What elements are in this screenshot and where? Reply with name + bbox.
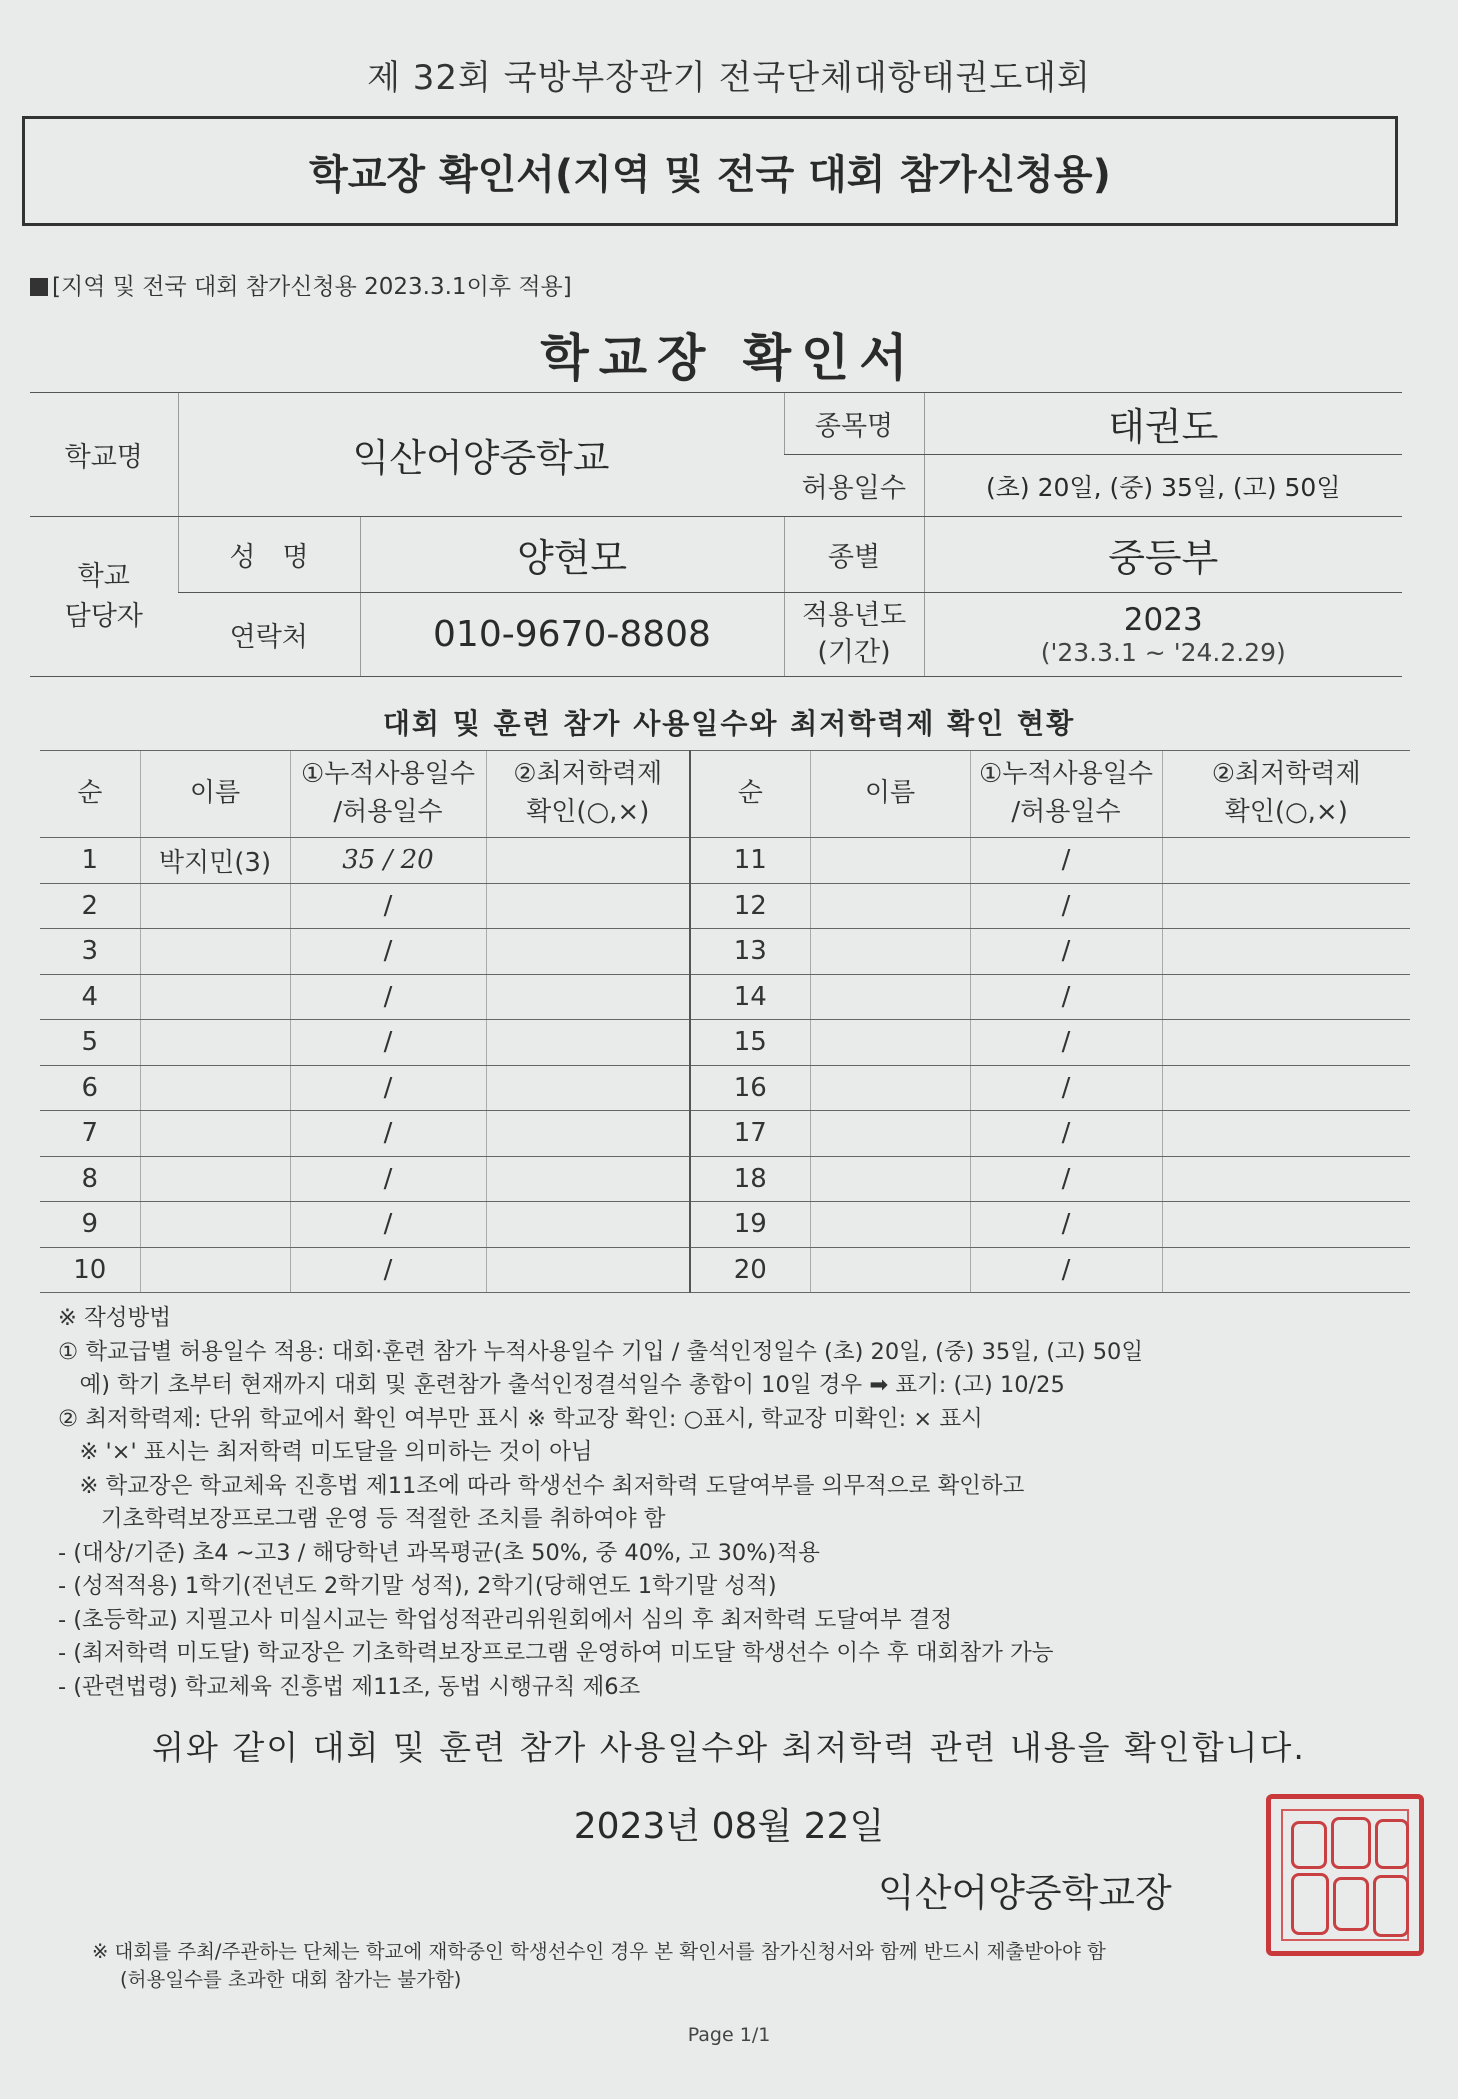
cell-name — [810, 838, 970, 884]
cell-name — [140, 929, 290, 975]
footnote-line: ※ 대회를 주최/주관하는 단체는 학교에 재학중인 학생선수인 경우 본 확인서를 참가신청서와 함께 반드시 제출받아야 함 — [92, 1940, 1106, 1963]
cell-no: 9 — [40, 1202, 140, 1248]
contact-name-label: 성 명 — [178, 517, 360, 593]
instruction-line: ② 최저학력제: 단위 학교에서 확인 여부만 표시 ※ 학교장 확인: ○표시, 학교장 미확인: × 표시 — [58, 1405, 983, 1432]
instruction-line: - (관련법령) 학교체육 진흥법 제11조, 동법 시행규칙 제6조 — [58, 1673, 641, 1700]
cell-no: 8 — [40, 1156, 140, 1202]
cell-days: / — [290, 1156, 486, 1202]
instruction-line: 예) 학기 초부터 현재까지 대회 및 훈련참가 출석인정결석일수 총합이 10일 경우 ➡ 표기: (고) 10/25 — [58, 1372, 1065, 1398]
cell-name — [810, 1020, 970, 1066]
header-no-right: 순 — [690, 751, 810, 838]
cell-days: / — [290, 1111, 486, 1157]
cell-check — [486, 929, 690, 975]
cell-days: / — [970, 929, 1162, 975]
instruction-line: 기초학력보장프로그램 운영 등 적절한 조치를 취하여야 함 — [58, 1506, 666, 1532]
table-row — [40, 1065, 1410, 1111]
cell-no: 12 — [690, 883, 810, 929]
table-row — [40, 1111, 1410, 1157]
cell-no: 15 — [690, 1020, 810, 1066]
event-value: 태권도 — [924, 393, 1402, 455]
section-title: 대회 및 훈련 참가 사용일수와 최저학력제 확인 현황 — [382, 707, 1076, 740]
cell-name — [810, 1111, 970, 1157]
cell-name — [140, 1111, 290, 1157]
header-no: 순 — [40, 751, 140, 838]
table-row — [40, 1020, 1410, 1066]
official-seal-stamp — [1266, 1794, 1424, 1956]
cell-name — [810, 883, 970, 929]
instruction-line: ※ 학교장은 학교체육 진흥법 제11조에 따라 학생선수 최저학력 도달여부를 의무적으로 확인하고 — [58, 1472, 1025, 1499]
table-row — [40, 974, 1410, 1020]
seal-glyph — [1375, 1819, 1409, 1869]
cell-days: / — [970, 1156, 1162, 1202]
cell-check — [1162, 838, 1410, 884]
seal-glyph — [1333, 1877, 1369, 1931]
seal-glyph — [1291, 1873, 1329, 1935]
instruction-line: - (성적적용) 1학기(전년도 2학기말 성적), 2학기(당해연도 1학기말 성적) — [58, 1573, 777, 1599]
cell-name: 박지민(3) — [140, 838, 290, 884]
applicability-note-text: [지역 및 전국 대회 참가신청용 2023.3.1이후 적용] — [52, 274, 572, 300]
cell-check — [486, 1202, 690, 1248]
year-period: ('23.3.1 ~ '24.2.29) — [1040, 638, 1286, 667]
school-name-label: 학교명 — [30, 393, 178, 517]
cell-name — [140, 883, 290, 929]
cell-days: / — [970, 838, 1162, 884]
school-info-table — [30, 392, 1402, 677]
cell-name — [140, 1247, 290, 1293]
principal-signature: 익산어양중학교장 — [878, 1871, 1172, 1915]
cell-name — [810, 974, 970, 1020]
table-row — [40, 929, 1410, 975]
event-title: 제 32회 국방부장관기 전국단체대항태권도대회 — [367, 58, 1091, 98]
cell-days: / — [970, 974, 1162, 1020]
instruction-line: ① 학교급별 허용일수 적용: 대회·훈련 참가 누적사용일수 기입 / 출석인정일수 (초) 20일, (중) 35일, (고) 50일 — [58, 1338, 1144, 1365]
cell-name — [140, 974, 290, 1020]
cell-check — [1162, 1111, 1410, 1157]
cell-name — [140, 1065, 290, 1111]
instructions — [58, 1302, 1398, 1704]
instruction-line: - (대상/기준) 초4 ~고3 / 해당학년 과목평균(초 50%, 중 40%, 고 30%)적용 — [58, 1539, 820, 1566]
cell-no: 16 — [690, 1065, 810, 1111]
division-value: 중등부 — [924, 517, 1402, 593]
cell-no: 11 — [690, 838, 810, 884]
contact-phone-value: 010-9670-8808 — [360, 593, 784, 677]
cell-name — [810, 929, 970, 975]
cell-check — [1162, 883, 1410, 929]
document-title: 학교장 확인서 — [540, 329, 918, 387]
cell-no: 20 — [690, 1247, 810, 1293]
table-row — [40, 1247, 1410, 1293]
cell-days: / — [290, 883, 486, 929]
cell-check — [486, 838, 690, 884]
header-name: 이름 — [140, 751, 290, 838]
cell-days: / — [970, 1111, 1162, 1157]
cell-check — [486, 1247, 690, 1293]
instructions-heading: ※ 작성방법 — [58, 1305, 171, 1331]
cell-days: / — [290, 1020, 486, 1066]
year-value: 2023 — [1123, 602, 1203, 638]
table-row — [40, 1156, 1410, 1202]
seal-glyph — [1291, 1821, 1327, 1869]
cell-no: 6 — [40, 1065, 140, 1111]
instruction-line: - (초등학교) 지필고사 미실시교는 학업성적관리위원회에서 심의 후 최저학력 도달여부 결정 — [58, 1606, 953, 1633]
event-label: 종목명 — [784, 393, 924, 455]
cell-name — [140, 1202, 290, 1248]
applicability-note — [30, 268, 572, 301]
cell-check — [1162, 1247, 1410, 1293]
cell-check — [1162, 974, 1410, 1020]
allowed-days-value: (초) 20일, (중) 35일, (고) 50일 — [924, 455, 1402, 517]
cell-days: / — [290, 929, 486, 975]
cell-check — [486, 974, 690, 1020]
header-check: ②최저학력제 확인(○,×) — [486, 751, 690, 838]
page-number: Page 1/1 — [687, 2024, 771, 2046]
cell-no: 14 — [690, 974, 810, 1020]
cell-no: 13 — [690, 929, 810, 975]
cell-no: 2 — [40, 883, 140, 929]
cell-no: 18 — [690, 1156, 810, 1202]
cell-check — [1162, 929, 1410, 975]
bullet-square-icon — [30, 278, 48, 296]
seal-glyph — [1331, 1817, 1371, 1869]
table-row — [40, 1202, 1410, 1248]
cell-no: 5 — [40, 1020, 140, 1066]
instruction-line: ※ '×' 표시는 최저학력 미도달을 의미하는 것이 아님 — [58, 1439, 593, 1465]
cell-name — [140, 1156, 290, 1202]
contact-name-value: 양현모 — [360, 517, 784, 593]
year-cell — [924, 593, 1402, 677]
header-days: ①누적사용일수 /허용일수 — [290, 751, 486, 838]
participation-table — [40, 750, 1410, 1293]
footnote — [92, 1938, 1412, 1994]
cell-check — [486, 1065, 690, 1111]
cell-no: 1 — [40, 838, 140, 884]
table-row — [40, 883, 1410, 929]
instruction-line: - (최저학력 미도달) 학교장은 기초학력보장프로그램 운영하여 미도달 학생선수 이수 후 대회참가 가능 — [58, 1640, 1054, 1666]
cell-check — [1162, 1202, 1410, 1248]
year-label: 적용년도 (기간) — [784, 593, 924, 677]
allowed-days-label: 허용일수 — [784, 455, 924, 517]
cell-days: / — [970, 1202, 1162, 1248]
cell-days: / — [290, 1065, 486, 1111]
cell-check — [1162, 1020, 1410, 1066]
cell-days: / — [970, 1020, 1162, 1066]
cell-no: 3 — [40, 929, 140, 975]
cell-no: 17 — [690, 1111, 810, 1157]
cell-days: / — [290, 1247, 486, 1293]
cell-name — [810, 1202, 970, 1248]
issue-date: 2023년 08월 22일 — [573, 1806, 885, 1847]
cell-name — [810, 1247, 970, 1293]
cell-check — [486, 1111, 690, 1157]
cell-days: 35 / 20 — [290, 838, 486, 884]
division-label: 종별 — [784, 517, 924, 593]
confirmation-statement: 위와 같이 대회 및 훈련 참가 사용일수와 최저학력 관련 내용을 확인합니다. — [152, 1728, 1306, 1767]
cell-name — [810, 1065, 970, 1111]
header-days-right: ①누적사용일수 /허용일수 — [970, 751, 1162, 838]
contact-group-label: 학교 담당자 — [30, 517, 178, 677]
header-name-right: 이름 — [810, 751, 970, 838]
cell-check — [1162, 1156, 1410, 1202]
seal-glyph — [1373, 1875, 1409, 1937]
footnote-line: (허용일수를 초과한 대회 참가는 불가함) — [120, 1968, 462, 1991]
header-check-right: ②최저학력제 확인(○,×) — [1162, 751, 1410, 838]
cell-days: / — [970, 1065, 1162, 1111]
cell-check — [486, 1156, 690, 1202]
cell-no: 4 — [40, 974, 140, 1020]
cell-days: / — [970, 883, 1162, 929]
table-row — [40, 838, 1410, 884]
form-box-title: 학교장 확인서(지역 및 전국 대회 참가신청용) — [22, 116, 1398, 226]
cell-days: / — [290, 974, 486, 1020]
cell-check — [486, 883, 690, 929]
cell-no: 19 — [690, 1202, 810, 1248]
cell-check — [486, 1020, 690, 1066]
school-name-value: 익산어양중학교 — [178, 393, 784, 517]
cell-name — [140, 1020, 290, 1066]
cell-no: 10 — [40, 1247, 140, 1293]
cell-no: 7 — [40, 1111, 140, 1157]
cell-name — [810, 1156, 970, 1202]
contact-phone-label: 연락처 — [178, 593, 360, 677]
cell-check — [1162, 1065, 1410, 1111]
cell-days: / — [290, 1202, 486, 1248]
cell-days: / — [970, 1247, 1162, 1293]
